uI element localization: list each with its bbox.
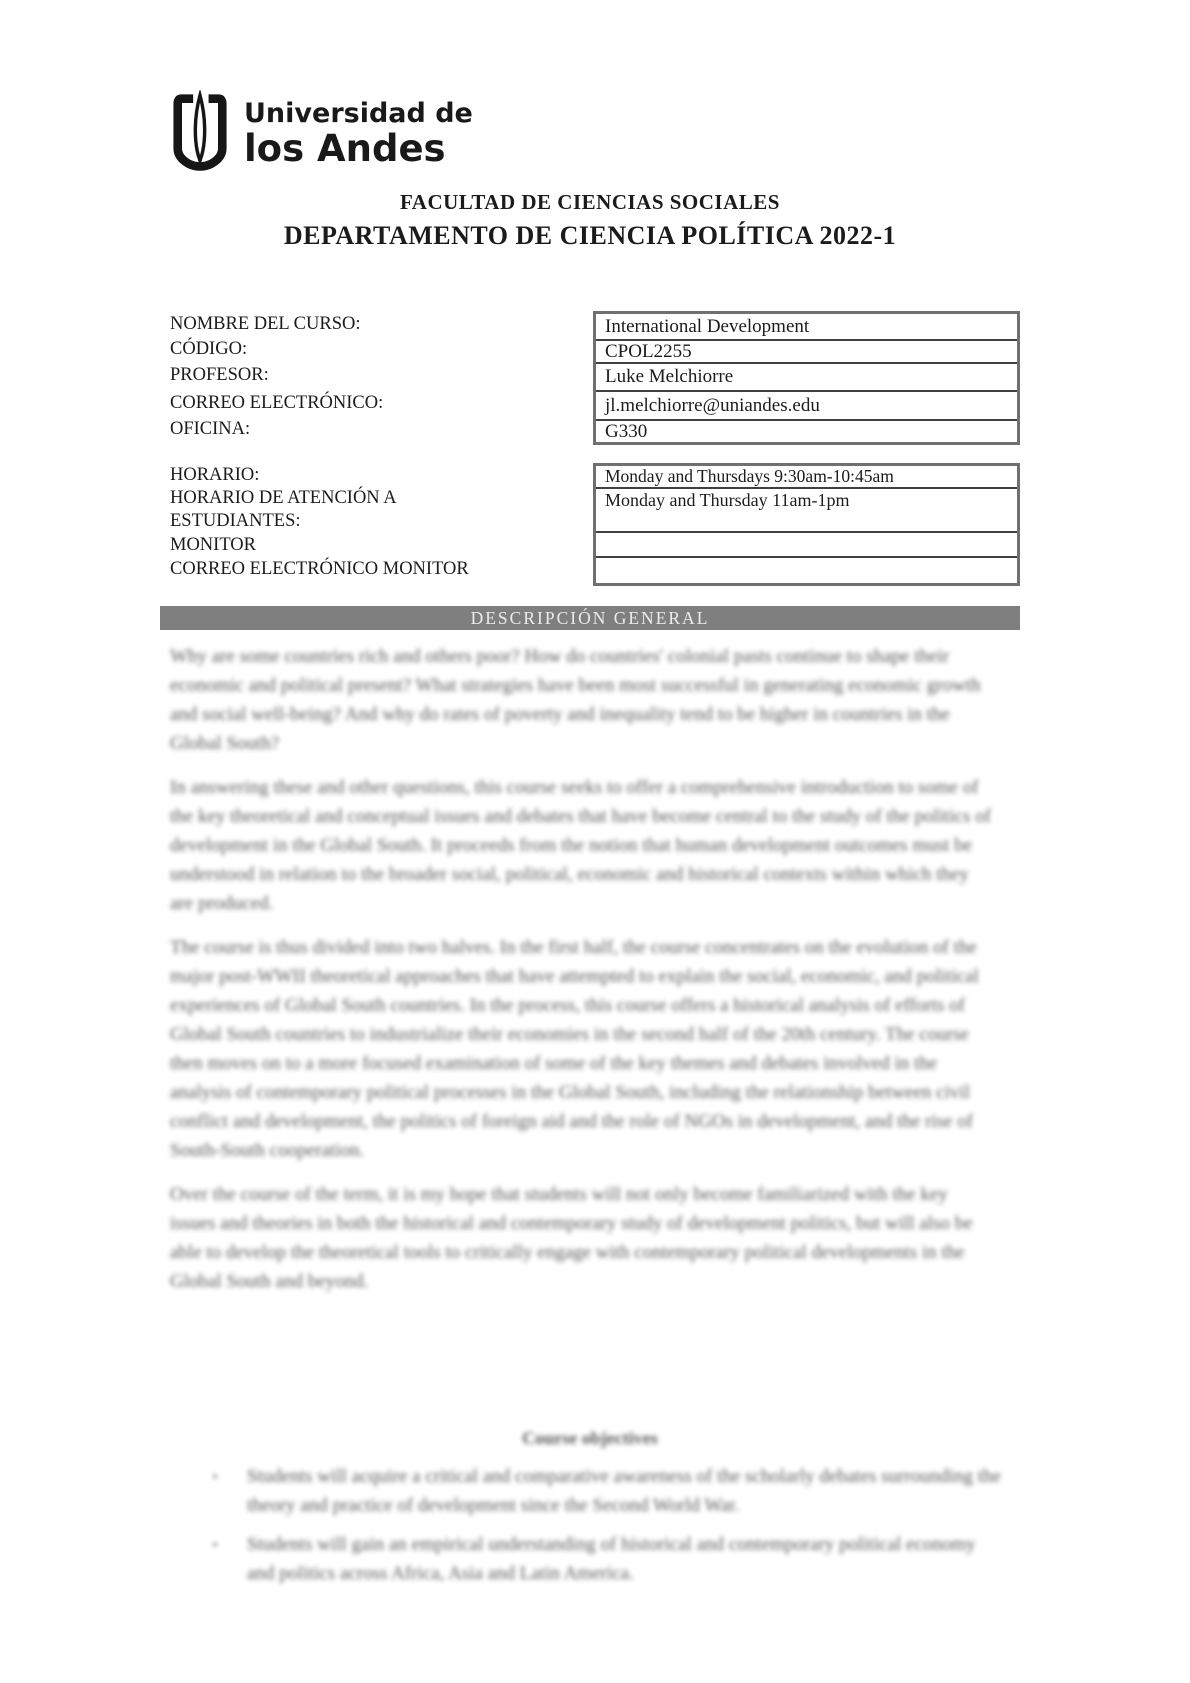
field-label-monitor: MONITOR xyxy=(170,534,256,555)
schedule-labels xyxy=(170,463,570,581)
general-description-text xyxy=(170,642,992,1311)
field-value-office: G330 xyxy=(605,420,648,442)
table-row xyxy=(596,314,1017,341)
university-logo xyxy=(170,90,473,176)
faculty-title: FACULTAD DE CIENCIAS SOCIALES xyxy=(400,190,780,214)
bullet-square-icon: ▪ xyxy=(213,1469,218,1483)
list-item xyxy=(213,1530,1001,1588)
field-value-professor: Luke Melchiorre xyxy=(605,366,734,387)
field-label-nombre-del-curso: NOMBRE DEL CURSO: xyxy=(170,314,361,334)
logo-text-line2: los Andes xyxy=(244,126,446,170)
list-item xyxy=(213,1462,1001,1520)
field-value-course-name: International Development xyxy=(605,315,810,337)
field-label-correo-electronico: CORREO ELECTRÓNICO: xyxy=(170,393,384,413)
field-label-horario: HORARIO: xyxy=(170,464,260,485)
description-paragraph-2: In answering these and other questions, this course seeks to offer a comprehensive introduction to some of the key theoretical and conceptual issues and debates that have become central to the study of the politics of development in the Global South. It proceeds from the notion that human development outcomes must be understood in relation to the broader social, political, economic and historical contexts within which they are produced. xyxy=(170,777,991,914)
objective-text-2: Students will gain an empirical understanding of historical and contemporary political economy and politics across Africa, Asia and Latin America. xyxy=(247,1534,976,1584)
objective-text-1: Students will acquire a critical and comparative awareness of the scholarly debates surrounding the theory and practice of development since the Second World War. xyxy=(247,1466,1001,1516)
course-objectives-heading: Course objectives xyxy=(522,1428,658,1448)
field-value-email: jl.melchiorre@uniandes.edu xyxy=(605,394,820,416)
section-header-descripcion-general xyxy=(160,606,1020,630)
table-row xyxy=(596,558,1017,583)
table-row xyxy=(596,341,1017,364)
bullet-square-icon: ▪ xyxy=(213,1537,218,1551)
schedule-table xyxy=(593,463,1020,586)
field-label-horario-atencion: HORARIO DE ATENCIÓN A ESTUDIANTES: xyxy=(170,488,396,531)
course-info-labels xyxy=(170,311,570,440)
field-value-schedule: Monday and Thursdays 9:30am-10:45am xyxy=(605,466,894,486)
course-info-table xyxy=(593,311,1020,445)
department-title: DEPARTAMENTO DE CIENCIA POLÍTICA 2022-1 xyxy=(283,221,897,250)
university-logo-text xyxy=(244,97,473,170)
section-band-title: DESCRIPCIÓN GENERAL xyxy=(470,607,710,628)
description-paragraph-4: Over the course of the term, it is my hope that students will not only become familiarized with the key issues and theories in both the historical and contemporary study of development politics, but will also be able to develop the theoretical tools to critically engage with contemporary political developments in the Global South and beyond. xyxy=(170,1184,973,1292)
table-row xyxy=(596,489,1017,533)
table-row xyxy=(596,533,1017,558)
table-row xyxy=(596,421,1017,442)
description-paragraph-1: Why are some countries rich and others poor? How do countries' colonial pasts continue to shape their economic and political present? What strategies have been most successful in generating economic growth and social well-being? And why do rates of poverty and inequality tend to be higher in countries in the Global South? xyxy=(170,646,981,754)
uniandes-shield-icon xyxy=(170,90,230,176)
field-value-office-hours: Monday and Thursday 11am-1pm xyxy=(605,490,850,510)
field-label-profesor: PROFESOR: xyxy=(170,364,269,385)
table-row xyxy=(596,364,1017,392)
table-row xyxy=(596,466,1017,489)
logo-text-line1: Universidad de xyxy=(244,97,473,129)
objectives-list xyxy=(213,1462,1001,1598)
field-label-oficina: OFICINA: xyxy=(170,418,251,439)
description-paragraph-3: The course is thus divided into two halves. In the first half, the course concentrates on the evolution of the major post-WWII theoretical approaches that have attempted to explain the social, economic, and political experiences of Global South countries. In the process, this course offers a historical analysis of efforts of Global South countries to industrialize their economies in the second half of the 20th century. The course then moves on to a more focused examination of some of the key themes and debates involved in the analysis of contemporary political processes in the Global South, including the relationship between civil conflict and development, the politics of foreign aid and the role of NGOs in development, and the rise of South-South cooperation. xyxy=(170,937,979,1161)
document-header xyxy=(160,190,1020,251)
field-label-codigo: CÓDIGO: xyxy=(170,339,248,359)
field-label-correo-monitor: CORREO ELECTRÓNICO MONITOR xyxy=(170,558,469,579)
field-value-course-code: CPOL2255 xyxy=(605,340,692,362)
table-row xyxy=(596,392,1017,421)
